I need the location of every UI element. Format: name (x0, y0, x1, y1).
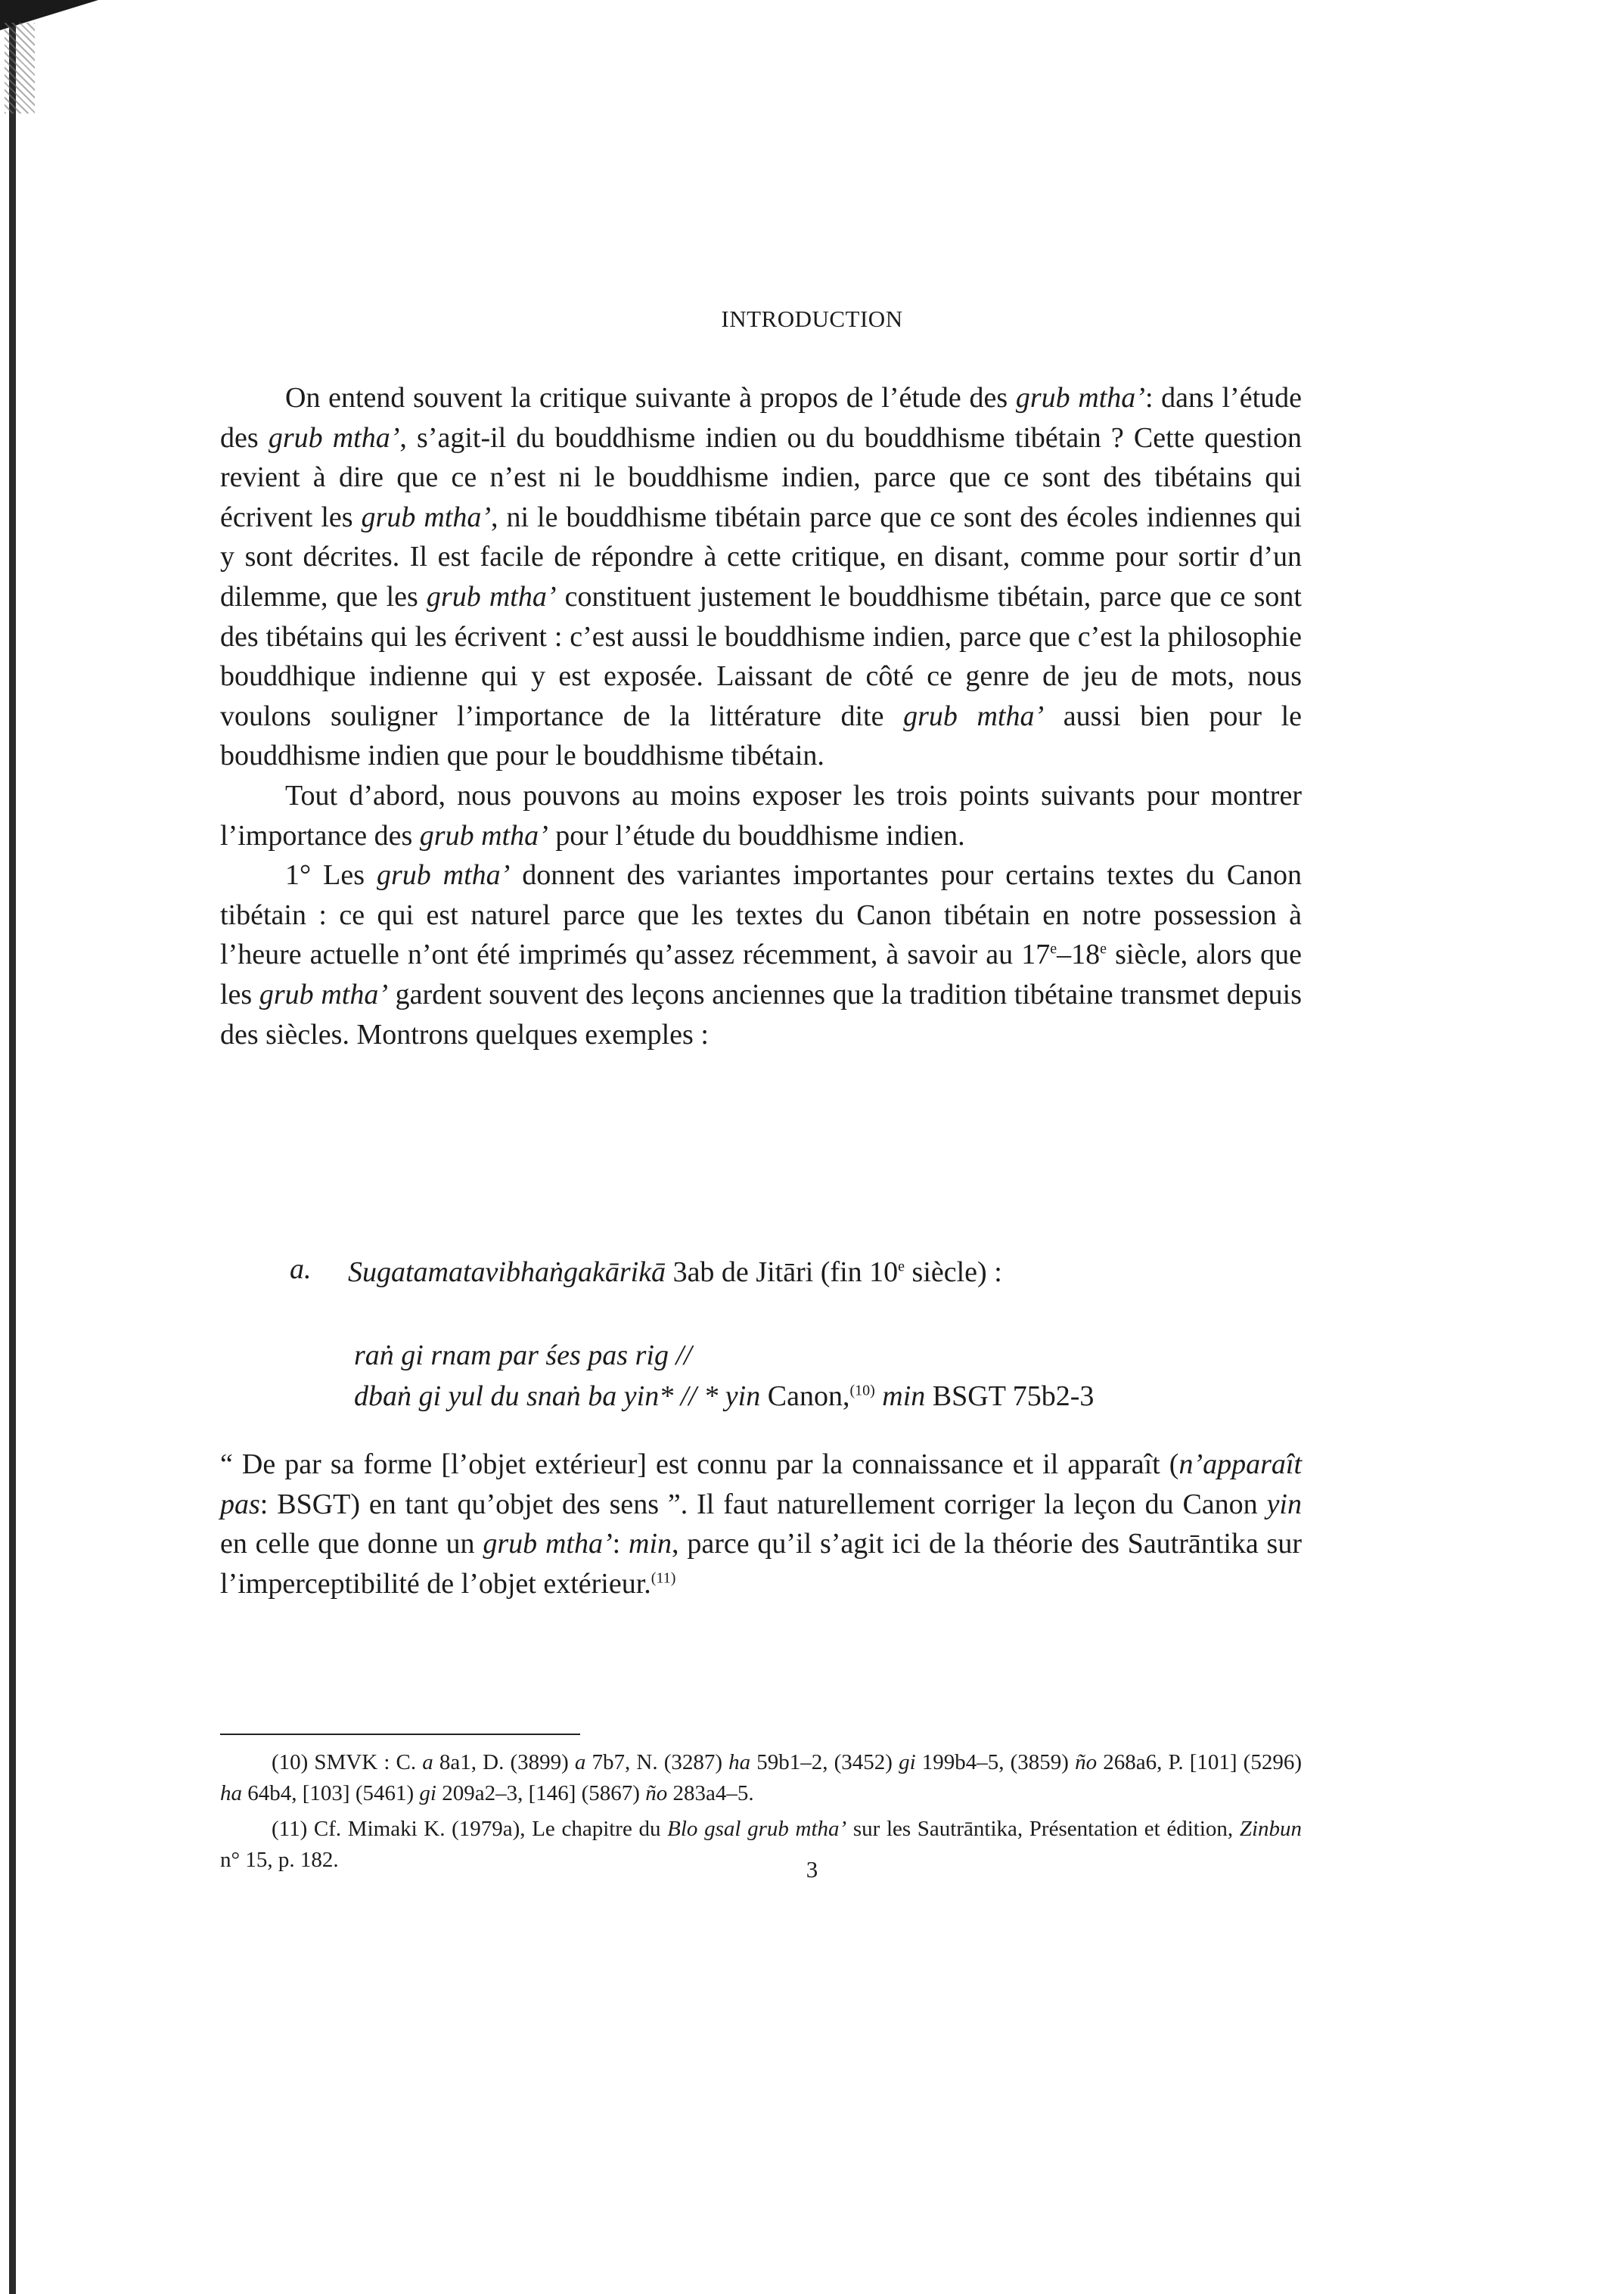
running-head: INTRODUCTION (721, 306, 903, 332)
paragraph-three-points: Tout d’abord, nous pouvons au moins exposer les trois points suivants pour montrer l’importance des grub mtha’ pour l’étude du bouddhisme indien. (220, 779, 1302, 852)
example-source: Sugatamatavibhaṅgakārikā 3ab de Jitāri (fin 10e siècle) : (348, 1256, 1002, 1288)
verse-line-2: dbaṅ gi yul du snaṅ ba yin* // * yin Canon,$^{(10)}$ min BSGT 75b2-3 (354, 1380, 1095, 1412)
verse-line-1: raṅ gi rnam par śes pas rig // (354, 1339, 692, 1371)
page-number: 3 (806, 1856, 818, 1883)
scan-speckle-artifact (5, 23, 35, 113)
footnote-11: (11) Cf. Mimaki K. (1979a), Le chapitre du Blo gsal grub mtha’ sur les Sautrāntika, Présentation et édition, Zinbun n° 15, p. 182. (220, 1817, 1303, 1872)
paragraph-critique: On entend souvent la critique suivante à propos de l’étude des grub mtha’: dans l’étude des grub mtha’, s’agit-il du bouddhisme indien ou du bouddhisme tibétain ? Cette question revient à dire que ce n’est ni le bouddhisme indien, parce que ce sont des tibétains qui écrivent les grub mtha’, ni le bouddhisme tibétain parce que ce sont des écoles indiennes qui y sont décrites. Il est facile de répondre à cette critique, en disant, comme pour sortir d’un dilemme, que les grub mtha’ constituent justement le bouddhisme tibétain, parce que ce sont des tibétains qui les écrivent : c’est aussi le bouddhisme indien, parce que c’est la philosophie bouddhique indienne qui y est exposée. Laissant de côté ce genre de jeu de mots, nous voulons souligner l’importance de la littérature dite grub mtha’ aussi bien pour le bouddhisme indien que pour le bouddhisme tibétain. (220, 382, 1302, 772)
translation-paragraph (220, 1445, 1302, 1603)
paragraph-point-one: 1° Les grub mtha’ donnent des variantes importantes pour certains textes du Canon tibétain : ce qui est naturel parce que les textes du Canon tibétain en notre possession à l’heure actuelle n’ont été imprimés qu’assez récemment, à savoir au 17e–18e siècle, alors que les grub mtha’ gardent souvent des leçons anciennes que la tradition tibétaine transmet depuis des siècles. Montrons quelques exemples : (220, 859, 1303, 1051)
scan-edge-shadow (9, 0, 16, 2294)
main-text (220, 378, 1302, 1054)
example-label: a. (290, 1253, 312, 1285)
translation-text: “ De par sa forme [l’objet extérieur] est connu par la connaissance et il apparaît (n’apparaît pas: BSGT) en tant qu’objet des sens ”. Il faut naturellement corriger la leçon du Canon yin en celle que donne un grub mtha’: min, parce qu’il s’agit ici de la théorie des Sautrāntika sur l’imperceptibilité de l’objet extérieur.$^{(11)}$ (220, 1448, 1302, 1600)
footnote-10: (10) SMVK : C. a 8a1, D. (3899) a 7b7, N. (3287) ha 59b1–2, (3452) gi 199b4–5, (3859) ño 268a6, P. [101] (5296) ha 64b4, [103] (5461) gi 209a2–3, [146] (5867) ño 283a4–5. (220, 1750, 1302, 1805)
footnote-rule (220, 1734, 580, 1735)
